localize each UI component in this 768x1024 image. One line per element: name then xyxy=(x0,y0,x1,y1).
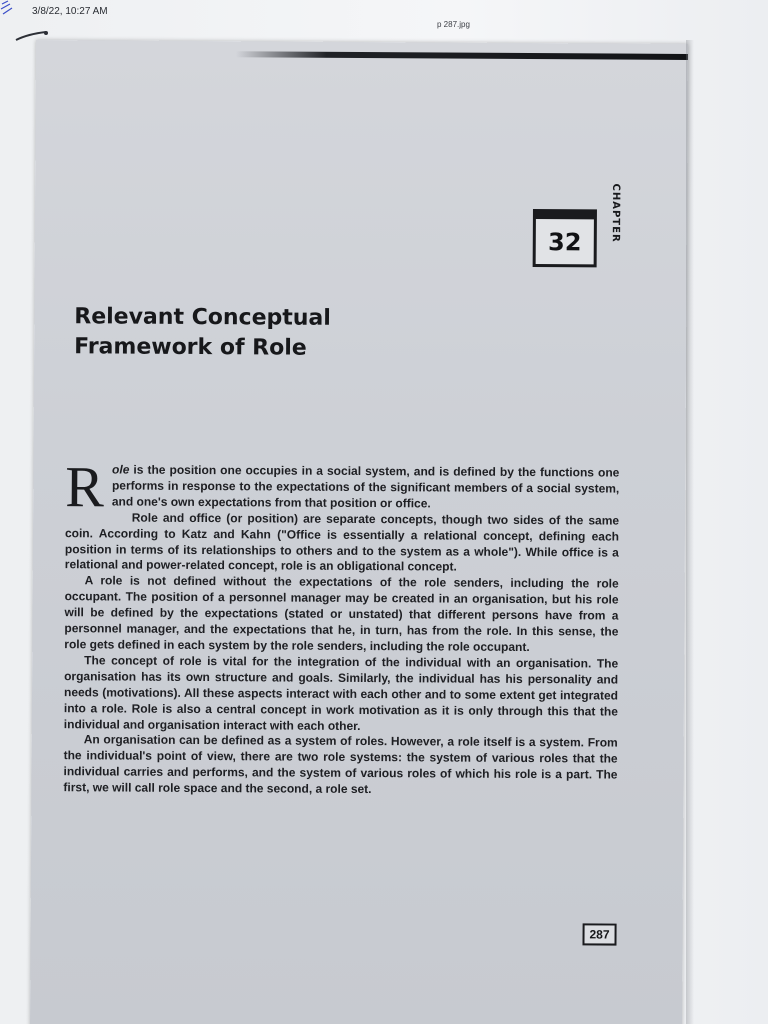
page-edge-shadow xyxy=(686,40,694,1024)
chapter-body xyxy=(63,454,620,799)
chapter-title xyxy=(74,302,474,364)
chapter-title-line-2: Framework of Role xyxy=(74,334,307,361)
paragraph-4: The concept of role is vital for the integration of the individual with an organisation. The organisation has its own structure and goals. Similarly, the individual has his personality and needs (motivations). All these aspects interact with each other and to some extent get integrated into a role. Role is also a central concept in work motivation as it is only through this that the individual and organisation interact with each other. xyxy=(63,653,619,733)
chapter-label: CHAPTER xyxy=(609,183,622,243)
page-number-box xyxy=(582,923,616,945)
paragraph-3: A role is not defined without the expectations of the role senders, including the role occupant. The position of a personnel manager may be created in an organisation, but his role will be defined by the expectations (stated or unstated) that different persons have from a personnel manager, and the expectations that he, in turn, has from the role. In this sense, the role gets defined in each system by the role senders, including the role occupant. xyxy=(64,573,619,654)
page-number: 287 xyxy=(589,927,610,942)
paragraph-2: Role and office (or position) are separate concepts, though two sides of the same coin. According to Katz and Kahn ("Office is essentially a relational concept, defining each position in terms of its relationships to others and to the system as a whole"). While office is a relational and power-related concept, role is an obligational concept. xyxy=(64,510,620,575)
paragraph-1-text: is the position one occupies in a social system, and is defined by the functions one performs in response to the expectations of the significant members of a social system, and one's own expectations from that position or office. xyxy=(111,462,620,511)
chapter-title-line-1: Relevant Conceptual xyxy=(74,304,331,331)
book-page-photo xyxy=(30,40,688,1024)
chapter-number: 32 xyxy=(547,227,582,256)
paragraph-1-lead: ole xyxy=(112,462,130,477)
paragraph-1 xyxy=(65,454,620,520)
drop-cap: R xyxy=(65,454,105,520)
paragraph-5: An organisation can be defined as a system of roles. However, a role itself is a system. From the individual's point of view, there are two role systems: the system of various roles that the individual carries and performs, and the system of various roles of which his role is a part. The first, we will call role space and the second, a role set. xyxy=(63,732,618,797)
top-rule-line xyxy=(236,51,688,60)
print-file-name: p 287.jpg xyxy=(437,20,470,29)
corner-pen-marks xyxy=(0,0,20,20)
print-timestamp: 3/8/22, 10:27 AM xyxy=(32,6,108,17)
chapter-number-box xyxy=(533,209,597,267)
